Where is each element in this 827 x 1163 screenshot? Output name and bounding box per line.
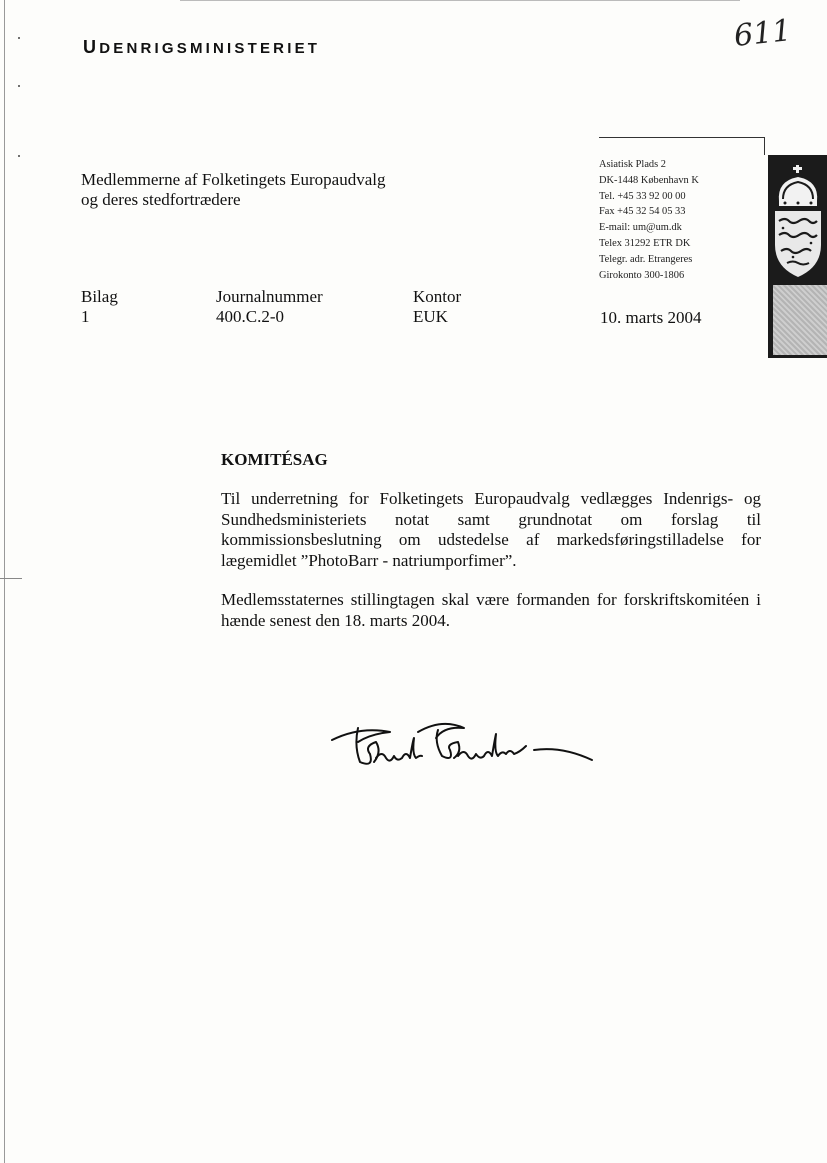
- address-street: Asiatisk Plads 2: [599, 159, 666, 170]
- kontor-column: [413, 287, 461, 327]
- ministry-letterhead: [83, 37, 320, 58]
- crest-band-texture: [773, 285, 827, 355]
- scan-left-edge: [4, 0, 5, 1163]
- letter-date: 10. marts 2004: [600, 308, 702, 327]
- handwritten-document-number: 611: [732, 13, 793, 54]
- journal-label: Journalnummer: [216, 287, 323, 306]
- address-phone: Tel. +45 33 92 00 00: [599, 190, 686, 202]
- address-fax: Fax +45 32 54 05 33: [599, 206, 686, 218]
- crown-crest-icon: [771, 163, 825, 283]
- subject-heading: KOMITÉSAG: [221, 450, 328, 469]
- body-paragraph-2: Medlemsstaternes stillingtagen skal være formanden for forskriftskomitéen i hænde senest den 18. marts 2004.: [221, 590, 761, 630]
- handwritten-signature: [330, 712, 600, 782]
- bilag-label: Bilag: [81, 287, 118, 306]
- recipient-line-2: og deres stedfortrædere: [81, 190, 241, 209]
- scan-dot: [18, 155, 20, 157]
- address-rule-horizontal: [599, 137, 764, 138]
- journal-value: 400.C.2-0: [216, 307, 284, 326]
- recipient-block: [81, 170, 386, 210]
- ministry-name-rest: DENRIGSMINISTERIET: [99, 40, 321, 57]
- scan-top-line: [180, 0, 740, 1]
- bilag-value: 1: [81, 307, 90, 326]
- address-rule-vertical: [764, 137, 765, 155]
- kontor-label: Kontor: [413, 287, 462, 306]
- body-paragraph-1: Til underretning for Folketingets Europaudvalg vedlægges Indenrigs- og Sundhedsministeriets notat samt grundnotat om forslag til kommissionsbeslutning om udstedelse af markedsføringstilladelse for lægemidlet ”PhotoBarr - natriumporfimer”.: [221, 489, 761, 570]
- address-email: E-mail: um@um.dk: [599, 222, 682, 234]
- scan-dot: [18, 37, 20, 39]
- kontor-value: EUK: [413, 307, 448, 326]
- address-telex: Telex 31292 ETR DK: [599, 237, 691, 249]
- scan-dot: [18, 85, 20, 87]
- address-giro: Girokonto 300-1806: [599, 269, 685, 281]
- address-telegram: Telegr. adr. Etrangeres: [599, 253, 693, 265]
- recipient-line-1: Medlemmerne af Folketingets Europaudvalg: [81, 170, 386, 189]
- margin-tick: [0, 578, 22, 579]
- address-city: DK-1448 København K: [599, 174, 699, 186]
- ministry-initial: U: [83, 37, 100, 57]
- coat-of-arms-band: [768, 155, 827, 358]
- address-block: [599, 157, 699, 283]
- bilag-column: [81, 287, 118, 327]
- journal-column: [216, 287, 323, 327]
